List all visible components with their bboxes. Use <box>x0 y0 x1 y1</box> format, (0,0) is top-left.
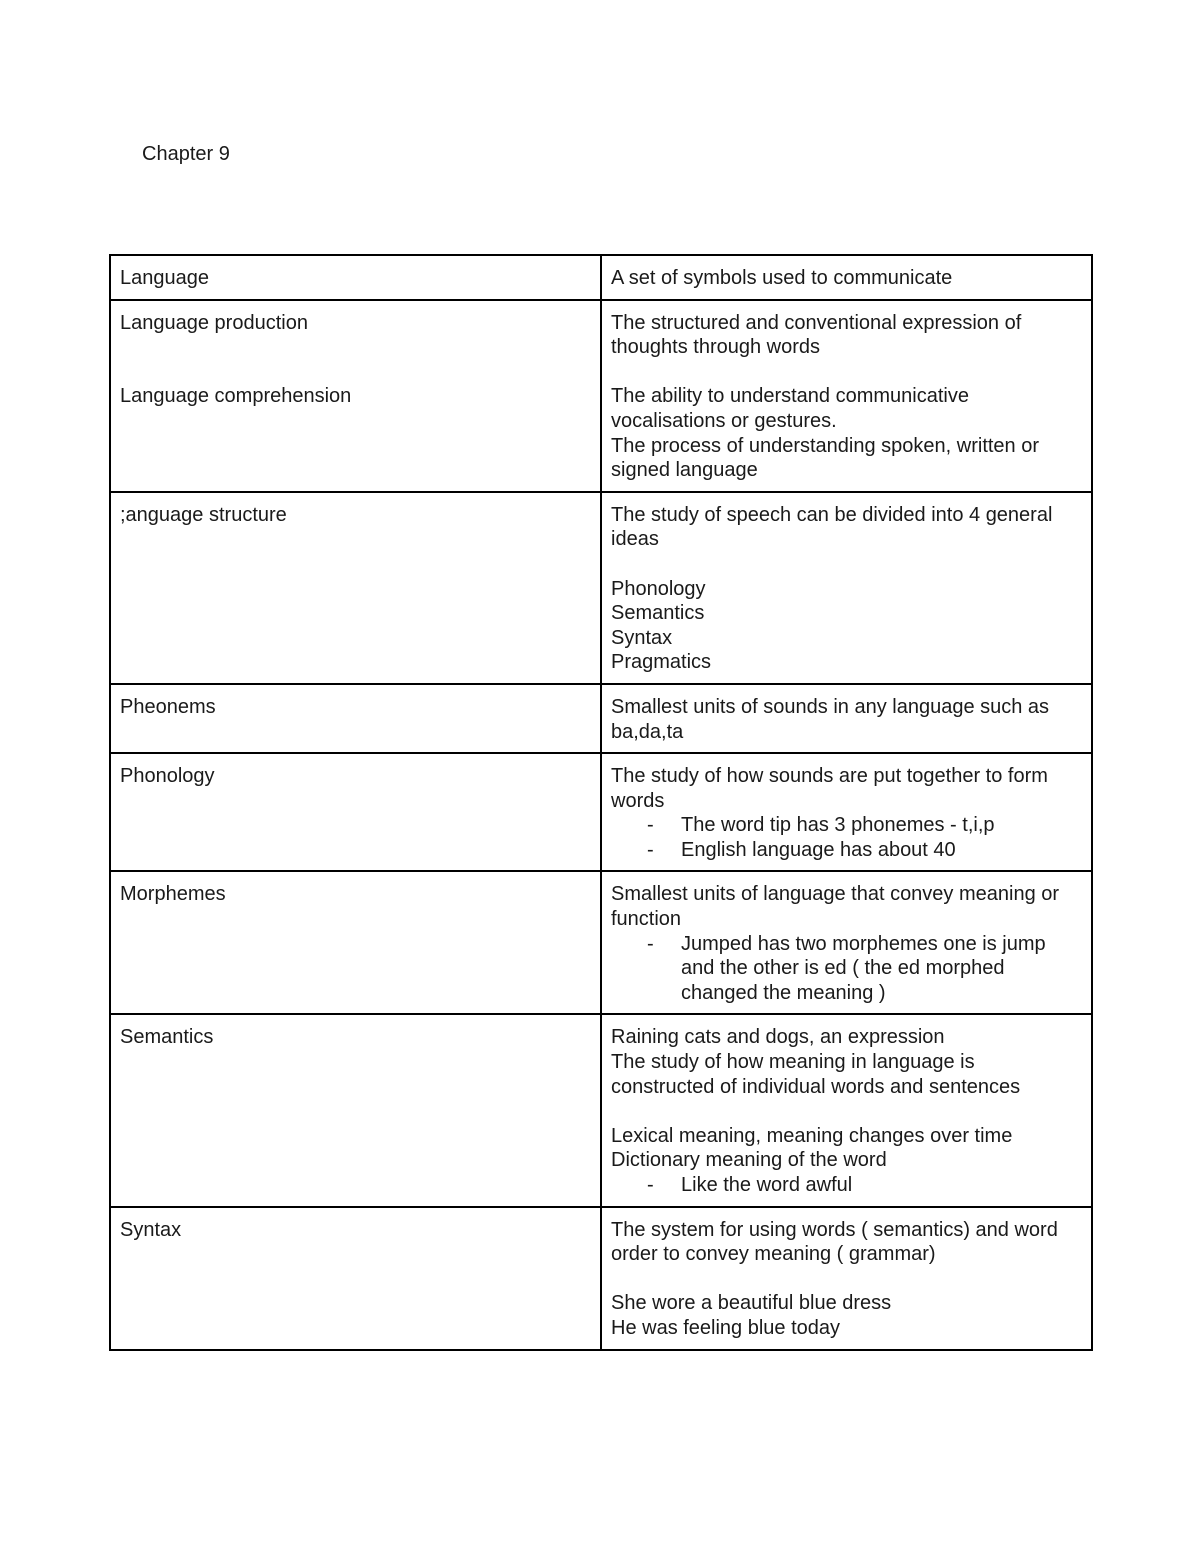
syntax-example: He was feeling blue today <box>611 1316 841 1339</box>
definition-cell <box>601 492 1092 684</box>
list-item: Phonology <box>611 577 706 600</box>
bullet-text: Jumped has two morphemes one is jump and the other is ed ( the ed morphed changed the meaning ) <box>681 932 1046 1004</box>
table-row <box>110 492 1092 684</box>
term-cell <box>110 255 601 300</box>
semantics-line: Dictionary meaning of the word <box>611 1149 887 1172</box>
term-syntax: Syntax <box>120 1218 182 1241</box>
bullet-dash: - <box>647 932 654 955</box>
bullet-text: English language has about 40 <box>681 838 956 861</box>
term-phonemes: Pheonems <box>120 695 216 718</box>
definition-phonology: The study of how sounds are put together to form words <box>611 765 1048 812</box>
definition-cell <box>601 871 1092 1014</box>
page-title: Chapter 9 <box>142 143 230 165</box>
term-cell <box>110 753 601 871</box>
bullet-item <box>611 813 1082 838</box>
term-semantics: Semantics <box>120 1026 214 1049</box>
bullet-dash: - <box>647 814 654 837</box>
term-language-structure: ;anguage structure <box>120 503 287 526</box>
bullet-item <box>611 932 1082 1006</box>
bullet-text: The word tip has 3 phonemes - t,i,p <box>681 814 995 837</box>
definition-cell <box>601 684 1092 753</box>
term-cell <box>110 871 601 1014</box>
term-language-production: Language production <box>120 311 308 334</box>
bullet-dash: - <box>647 838 654 861</box>
bullet-text: Like the word awful <box>681 1174 853 1196</box>
list-item: Syntax <box>611 626 673 649</box>
syntax-example: She wore a beautiful blue dress <box>611 1292 892 1315</box>
term-cell <box>110 492 601 684</box>
term-cell <box>110 684 601 753</box>
term-language-comprehension: Language comprehension <box>120 385 352 408</box>
definition-language-comprehension-1: The ability to understand communicative vocalisations or gestures. <box>611 385 969 432</box>
definition-cell <box>601 1207 1092 1350</box>
term-cell <box>110 1014 601 1206</box>
definition-cell <box>601 300 1092 492</box>
bullet-item <box>611 838 1082 863</box>
table-row <box>110 1207 1092 1350</box>
definition-language: A set of symbols used to communicate <box>611 267 953 289</box>
semantics-line: Raining cats and dogs, an expression <box>611 1026 945 1049</box>
semantics-line: Lexical meaning, meaning changes over time <box>611 1124 1013 1147</box>
bullet-item <box>611 1173 1082 1198</box>
list-item: Pragmatics <box>611 651 712 674</box>
list-item: Semantics <box>611 602 705 625</box>
definition-cell <box>601 255 1092 300</box>
definition-cell <box>601 1014 1092 1206</box>
term-morphemes: Morphemes <box>120 883 226 906</box>
table-row <box>110 255 1092 300</box>
table-row <box>110 1014 1092 1206</box>
definition-phonemes: Smallest units of sounds in any language such as ba,da,ta <box>611 695 1050 743</box>
term-phonology: Phonology <box>120 765 215 788</box>
table-row <box>110 300 1092 492</box>
definition-morphemes: Smallest units of language that convey meaning or function <box>611 883 1060 931</box>
term-cell <box>110 300 601 492</box>
notes-table <box>109 254 1093 1351</box>
term-cell <box>110 1207 601 1350</box>
definition-cell <box>601 753 1092 871</box>
term-language: Language <box>120 267 209 289</box>
definition-language-structure: The study of speech can be divided into 4 general ideas <box>611 503 1053 551</box>
definition-syntax: The system for using words ( semantics) and word order to convey meaning ( grammar) <box>611 1218 1058 1266</box>
semantics-line: The study of how meaning in language is constructed of individual words and sentences <box>611 1051 1021 1098</box>
table-row <box>110 871 1092 1014</box>
table-row <box>110 753 1092 871</box>
table-row <box>110 684 1092 753</box>
definition-language-comprehension-2: The process of understanding spoken, written or signed language <box>611 434 1040 482</box>
bullet-dash: - <box>647 1174 654 1196</box>
definition-language-production: The structured and conventional expression of thoughts through words <box>611 311 1022 359</box>
